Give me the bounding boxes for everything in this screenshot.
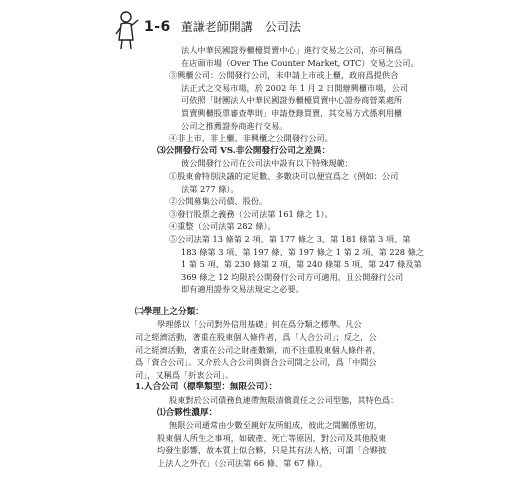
header-subtitle: 公司法 <box>264 20 301 34</box>
text-line: 法人中華民國證券櫃檯買賣中心」進行交易之公司，亦可稱爲 <box>181 45 403 55</box>
text-line: ③興櫃公司：公開發行公司，未申請上市或上櫃，政府爲提供合 <box>169 70 399 81</box>
text-line: 司之經濟活動，著重在股東個人條件者，爲「人合公司」；反之，公 <box>135 332 377 343</box>
text-line: 369 條之 12 均限於公開發行公司方可適用，且公開發行公司 <box>181 271 404 282</box>
text-line: 無限公司通常由少數至親好友所組成，彼此之間關係密切， <box>169 420 382 431</box>
header-title: 董謙老師開講 <box>180 20 253 34</box>
text-line: 1 第 5 項、第 230 條第 2 項、第 240 條第 5 項、第 247 條及第 <box>181 259 422 270</box>
text-line: 買賣興櫃股票審查準則」申請登錄買賣，其交易方式係利用櫃 <box>181 107 403 118</box>
text-line: ⑤公司法第 13 條第 2 項、第 177 條之 3、第 181 條第 3 項、第 <box>169 233 411 244</box>
text-line: 可依照「財團法人中華民國證券櫃檯買賣中心證券商營業處所 <box>181 95 403 106</box>
page-number: 1-6 <box>144 18 171 35</box>
text-line: 均發生影響，故本質上似合夥，只是其有法人格，可謂「合夥披 <box>157 445 387 456</box>
text-line: 公司之推薦證券商進行交易。 <box>181 120 288 131</box>
text-line: 1.人合公司（標準類型：無限公司）： <box>135 382 278 393</box>
text-line: 司之經濟活動，著重在公司之財產數額，而不注重股東個人條件者， <box>135 344 381 355</box>
text-line: ④非上市、非上櫃、非興櫃之公開發行公司。 <box>169 133 333 144</box>
text-line: 股東個人所生之事項，如破產、死亡等原因，對公司及其他股東 <box>157 432 387 443</box>
text-line: 上法人之外衣」（公司法第 66 條、第 67 條）。 <box>157 458 328 468</box>
text-line: 在店頭市場（Over The Counter Market, OTC）交易之公司。 <box>181 57 419 68</box>
text-line: 183 條第 3 項、第 197 條、第 197 條之 1 第 2 項、第 228 條之 <box>181 246 424 257</box>
text-line: 即有適用證券交易法規定之必要。 <box>181 284 304 295</box>
text-line: ③發行股票之義務（公司法第 161 條之 1）。 <box>169 208 333 219</box>
text-line: ㈡學理上之分類： <box>135 306 204 317</box>
text-line: 股東對於公司債務負連帶無限清償責任之公司型態，其特色爲： <box>169 395 399 406</box>
text-line: ⑴合夥性濃厚： <box>157 407 218 418</box>
text-line: ①股東會特別決議的定足數、多數決可以便宜爲之（例如：公司 <box>169 170 399 181</box>
text-line: 學理係以「公司對外信用基礎」何在爲分類之標準。凡公 <box>157 319 362 330</box>
text-line <box>135 296 435 306</box>
text-line: 彼公開發行公司在公司法中設有以下特殊規範： <box>181 158 353 169</box>
document-body <box>135 44 435 470</box>
text-line: 司」，又稱爲「折衷公司」。 <box>135 369 234 380</box>
page-header <box>92 18 301 35</box>
text-line: 爲「資合公司」。又介於人合公司與資合公司間之公司，爲「中間公 <box>135 357 377 368</box>
text-line: 法第 277 條）。 <box>181 183 239 194</box>
text-line: 法正式之交易市場，於 2002 年 1 月 2 日開辦興櫃市場，公司 <box>181 82 408 93</box>
text-line: ②公開募集公司債、股份。 <box>169 196 268 207</box>
text-line: ⑶公開發行公司 VS.非公開發行公司之差異： <box>157 145 331 156</box>
text-line: ④重整（公司法第 282 條）。 <box>169 221 276 232</box>
